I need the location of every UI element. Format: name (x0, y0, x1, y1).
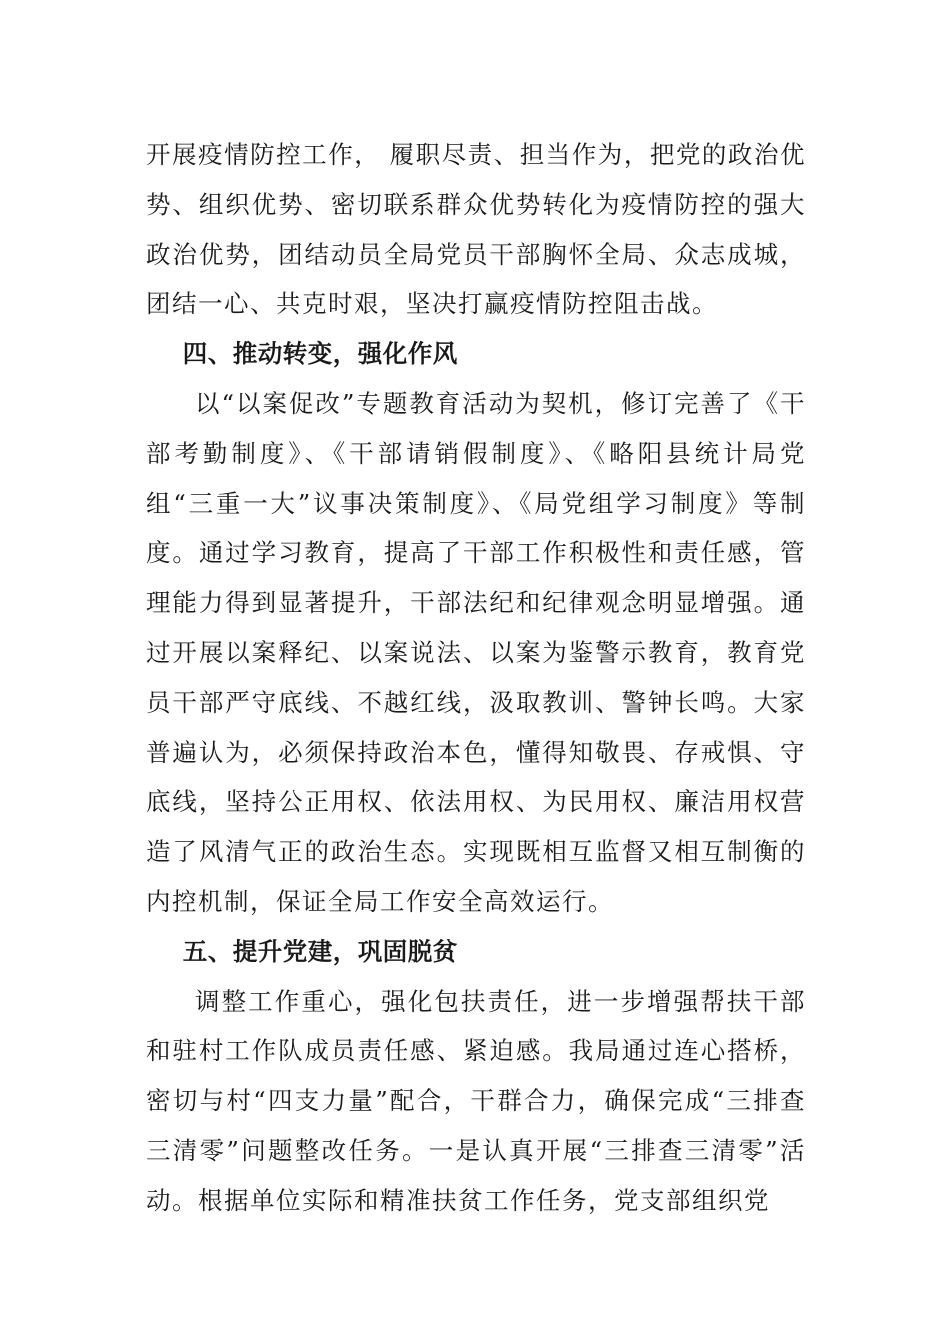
section-4-paragraph: 以“以案促改”专题教育活动为契机，修订完善了《干部考勤制度》、《干部请销假制度》、《略阳县统计局党组“三重一大”议事决策制度》、《局党组学习制度》等制度。通过学习教育，提高了干部工作积极性和责任感，管理能力得到显著提升，干部法纪和纪律观念明显增强。通过开展以案释纪、以案说法、以案为鉴警示教育，教育党员干部严守底线、不越红线，汲取教训、警钟长鸣。大家普遍认为，必须保持政治本色，懂得知敬畏、存戒惧、守底线，坚持公正用权、依法用权、为民用权、廉洁用权营造了风清气正的政治生态。实现既相互监督又相互制衡的内控机制，保证全局工作安全高效运行。 (146, 388, 806, 916)
section-5-paragraph: 调整工作重心，强化包扶责任，进一步增强帮扶干部和驻村工作队成员责任感、紧迫感。我局通过连心搭桥，密切与村“四支力量”配合，干群合力，确保完成“三排查三清零”问题整改任务。一是认真开展“三排查三清零”活动。根据单位实际和精准扶贫工作任务，党支部组织党 (146, 986, 806, 1215)
document-body (146, 130, 806, 1226)
section-heading-5: 五、提升党建，巩固脱贫 (182, 936, 458, 966)
section-heading-4: 四、推动转变，强化作风 (182, 339, 458, 369)
paragraph-continuation: 开展疫情防控工作， 履职尽责、担当作为，把党的政治优势、组织优势、密切联系群众优势转化为疫情防控的强大政治优势，团结动员全局党员干部胸怀全局、众志成城，团结一心、共克时艰，坚决打赢疫情防控阻击战。 (146, 140, 806, 319)
